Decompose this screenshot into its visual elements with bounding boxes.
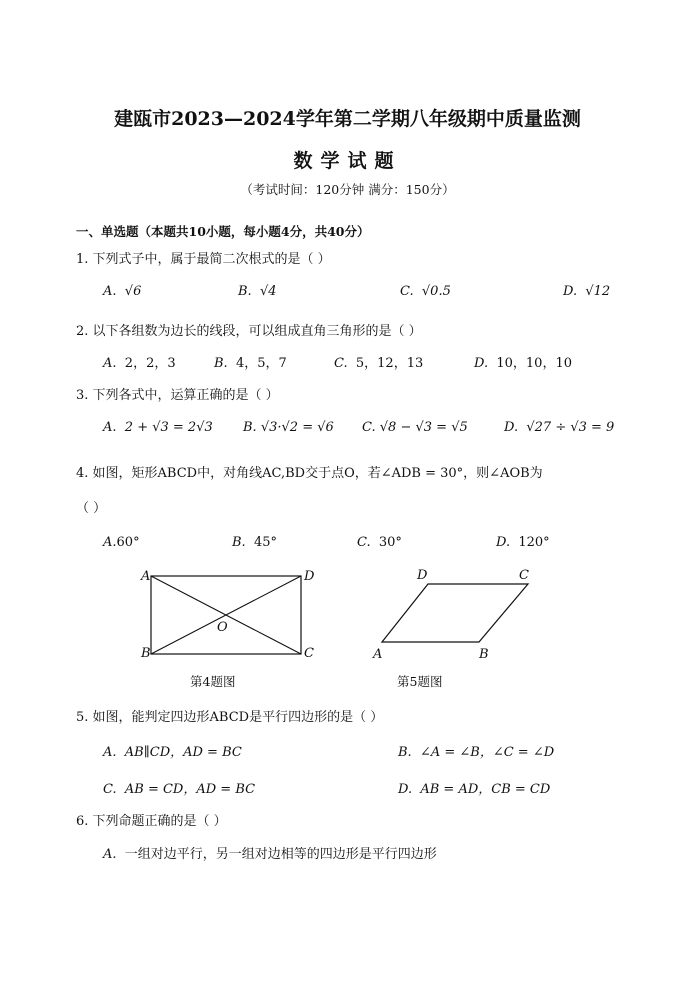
q4-option-a: A.60° bbox=[103, 535, 140, 550]
q3-option-b: B. √3·√2 = √6 bbox=[243, 420, 334, 435]
q2-option-d: D. 10，10，10 bbox=[474, 356, 572, 371]
fig5-label-b: B bbox=[479, 647, 489, 662]
figure-5-caption: 第5题图 bbox=[397, 674, 443, 689]
fig5-label-c: C bbox=[519, 568, 529, 583]
figure-4-rectangle bbox=[140, 569, 315, 661]
exam-info: （考试时间：120分钟 满分：150分） bbox=[240, 182, 455, 197]
q2-option-a: A. 2，2，3 bbox=[103, 356, 176, 371]
q3-option-a: A. 2 + √3 = 2√3 bbox=[103, 420, 213, 435]
q5-option-a: A. AB∥CD，AD = BC bbox=[103, 745, 242, 760]
q4-option-d: D. 120° bbox=[496, 535, 550, 550]
q1-option-a: A. √6 bbox=[103, 284, 142, 299]
question-4-stem-cont: （ ） bbox=[76, 501, 107, 516]
exam-title: 建瓯市2023—2024学年第二学期八年级期中质量监测 bbox=[114, 108, 581, 130]
q2-option-b: B. 4，5，7 bbox=[214, 356, 287, 371]
q6-option-a: A. 一组对边平行，另一组对边相等的四边形是平行四边形 bbox=[103, 847, 437, 862]
fig4-label-b: B bbox=[141, 646, 151, 661]
question-2-stem: 2. 以下各组数为边长的线段，可以组成直角三角形的是（ ） bbox=[76, 324, 422, 339]
fig5-label-a: A bbox=[373, 647, 383, 662]
subject-title: 数学试题 bbox=[293, 150, 402, 172]
q1-option-b: B. √4 bbox=[238, 284, 277, 299]
question-1-stem: 1. 下列式子中，属于最简二次根式的是（ ） bbox=[76, 252, 331, 267]
question-6-stem: 6. 下列命题正确的是（ ） bbox=[76, 814, 227, 829]
q5-option-c: C. AB = CD，AD = BC bbox=[103, 782, 256, 797]
q4-option-b: B. 45° bbox=[232, 535, 277, 550]
question-3-stem: 3. 下列各式中，运算正确的是（ ） bbox=[76, 388, 279, 403]
figure-5-parallelogram bbox=[372, 568, 529, 662]
q5-option-b: B. ∠A = ∠B，∠C = ∠D bbox=[398, 745, 555, 760]
q4-option-c: C. 30° bbox=[357, 535, 402, 550]
figures-area bbox=[130, 562, 550, 667]
q2-option-c: C. 5，12，13 bbox=[334, 356, 424, 371]
question-4-stem: 4. 如图，矩形ABCD中，对角线AC,BD交于点O，若∠ADB = 30°，则∠AOB为 bbox=[76, 466, 543, 481]
q1-option-d: D. √12 bbox=[563, 284, 611, 299]
q5-option-d: D. AB = AD，CB = CD bbox=[398, 782, 551, 797]
fig4-label-c: C bbox=[304, 646, 314, 661]
section-heading: 一、单选题（本题共10小题，每小题4分，共40分） bbox=[76, 224, 370, 239]
fig5-label-d: D bbox=[417, 568, 428, 583]
q3-option-d: D. √27 ÷ √3 = 9 bbox=[504, 420, 615, 435]
fig4-label-a: A bbox=[141, 569, 151, 584]
q3-option-c: C. √8 − √3 = √5 bbox=[362, 420, 468, 435]
fig4-label-d: D bbox=[304, 569, 315, 584]
figure-4-caption: 第4题图 bbox=[190, 674, 236, 689]
question-5-stem: 5. 如图，能判定四边形ABCD是平行四边形的是（ ） bbox=[76, 710, 384, 725]
q1-option-c: C. √0.5 bbox=[400, 284, 451, 299]
fig4-label-o: O bbox=[217, 620, 228, 635]
